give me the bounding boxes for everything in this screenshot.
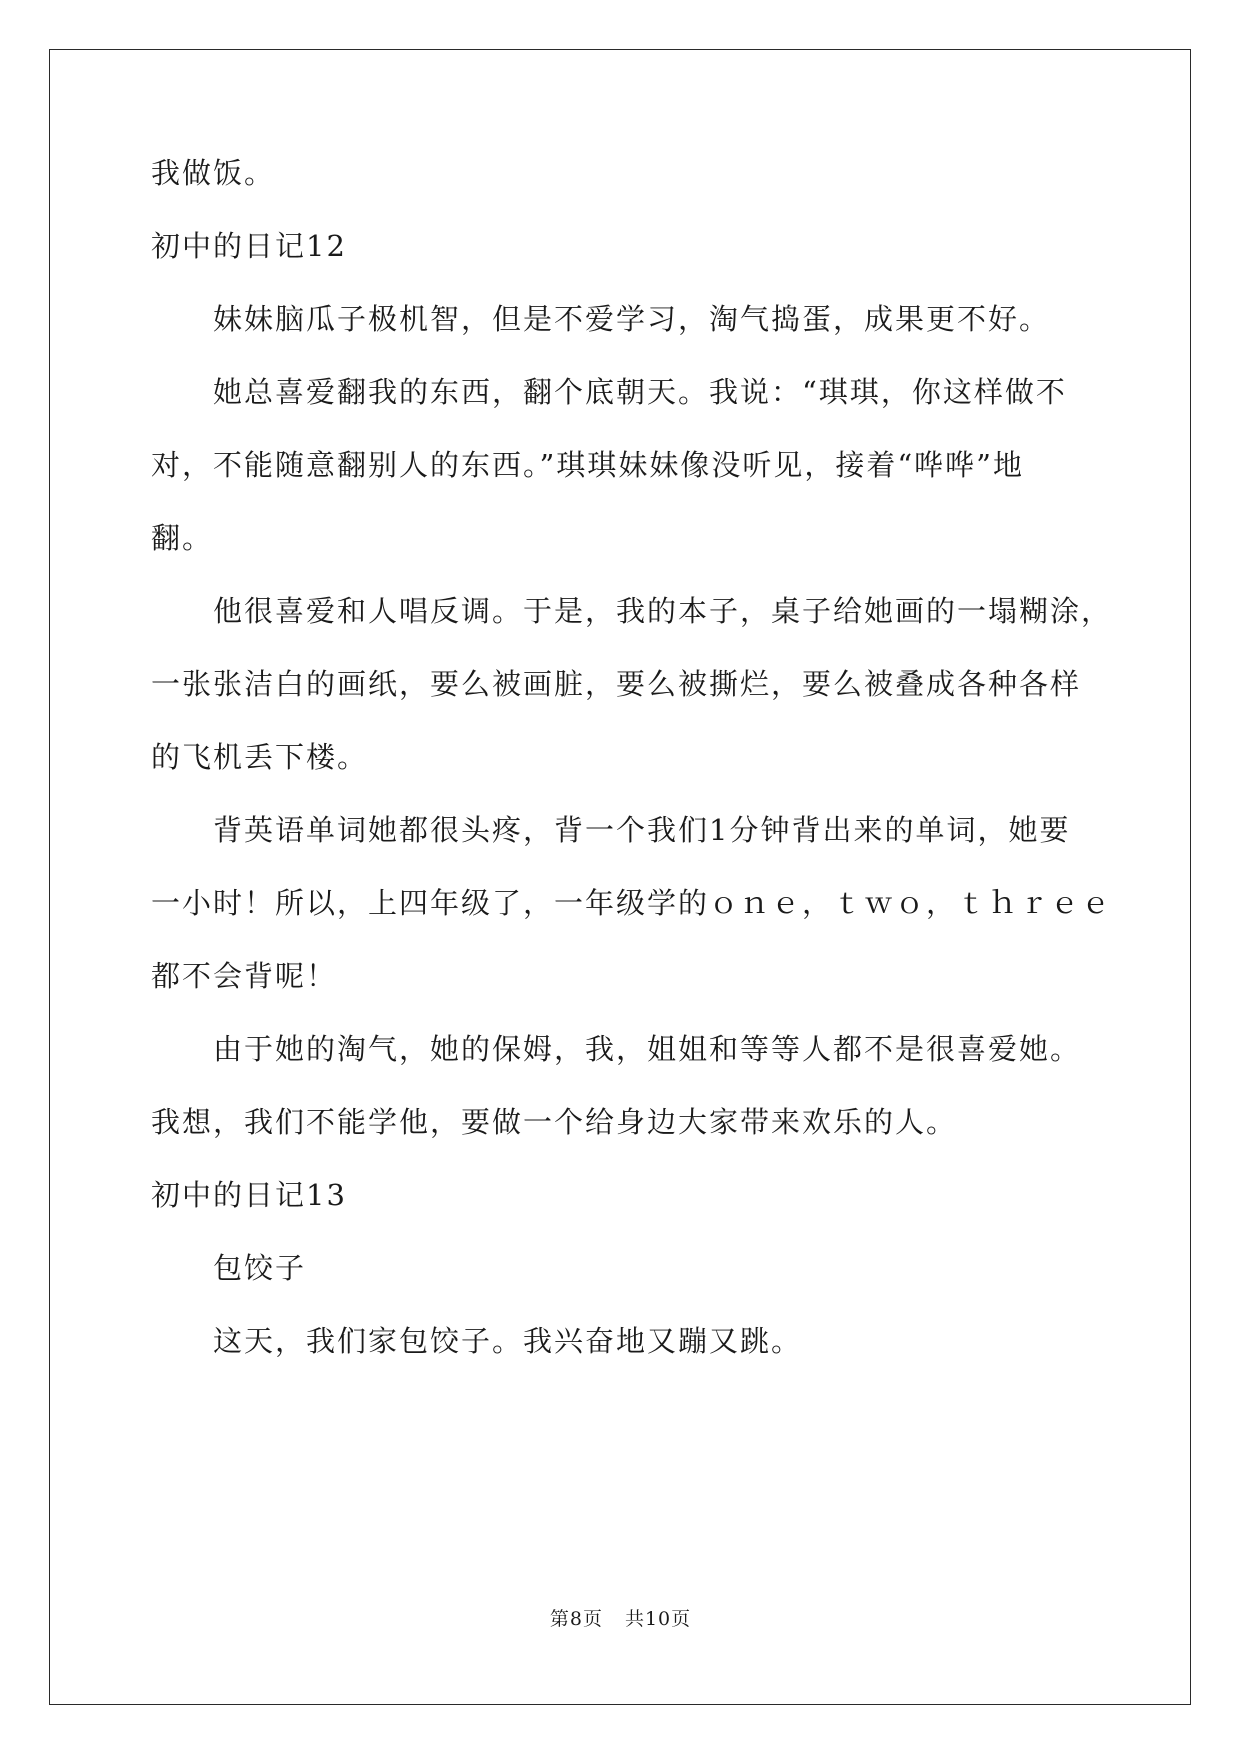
- page-border: [49, 49, 1191, 1705]
- paragraph-line: 对，不能随意翻别人的东西。”琪琪妹妹像没听见，接着“哗哗”地: [151, 448, 1024, 482]
- subheading: 包饺子: [213, 1251, 307, 1285]
- paragraph-line: 他很喜爱和人唱反调。于是，我的本子，桌子给她画的一塌糊涂，: [213, 594, 1113, 628]
- paragraph-line: 由于她的淘气，她的保姆，我，姐姐和等等人都不是很喜爱她。: [213, 1032, 1082, 1066]
- paragraph-line: 背英语单词她都很头疼，背一个我们1分钟背出来的单词，她要: [213, 813, 1071, 847]
- page-number: 第8页: [549, 1608, 603, 1630]
- paragraph-line: 都不会背呢！: [151, 959, 338, 993]
- paragraph-line: 我做饭。: [151, 156, 276, 190]
- paragraph-line: 她总喜爱翻我的东西，翻个底朝天。我说：“琪琪，你这样做不: [213, 375, 1067, 409]
- section-heading: 初中的日记13: [151, 1178, 347, 1212]
- paragraph-line: 一小时！所以，上四年级了，一年级学的ｏｎｅ，ｔｗｏ，ｔｈｒｅｅ: [151, 886, 1113, 920]
- paragraph-line: 翻。: [151, 521, 214, 555]
- paragraph-line: 一张张洁白的画纸，要么被画脏，要么被撕烂，要么被叠成各种各样: [151, 667, 1082, 701]
- paragraph-line: 妹妹脑瓜子极机智，但是不爱学习，淘气捣蛋，成果更不好。: [213, 302, 1051, 336]
- page-footer: [0, 1607, 1241, 1631]
- page-total: 共10页: [624, 1608, 692, 1630]
- section-heading: 初中的日记12: [151, 229, 347, 263]
- paragraph-line: 我想，我们不能学他，要做一个给身边大家带来欢乐的人。: [151, 1105, 958, 1139]
- paragraph-line: 的飞机丢下楼。: [151, 740, 369, 774]
- paragraph-line: 这天，我们家包饺子。我兴奋地又蹦又跳。: [213, 1324, 803, 1358]
